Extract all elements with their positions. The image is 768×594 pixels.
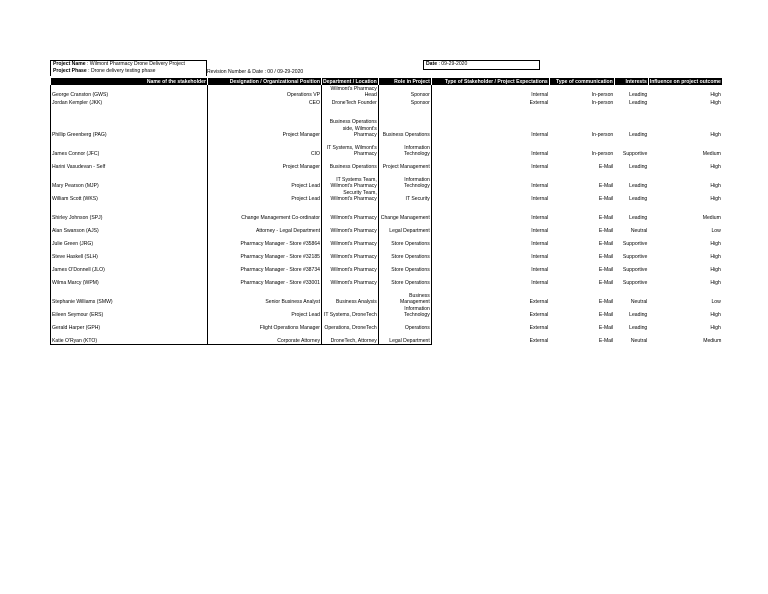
interest-level-cell: Leading	[629, 163, 648, 170]
stakeholder-name-cell: Alan Swanson (AJS)	[51, 221, 208, 234]
role-in-project-cell: Change Management	[378, 202, 431, 221]
stakeholder-name-cell: Shirley Johnson (SPJ)	[51, 202, 208, 221]
role-in-project-cell: Business Management	[378, 286, 431, 305]
date-value: : 09-29-2020	[437, 61, 468, 67]
interest-level-cell: Leading	[629, 91, 648, 98]
stakeholder-type-cell: Internal	[531, 163, 549, 170]
stakeholder-type-cell: Internal	[531, 266, 549, 273]
department-location-cell: Wilmont's Pharmacy	[322, 202, 379, 221]
stakeholder-name-cell: Julie Green (JRG)	[51, 234, 208, 247]
stakeholder-type-cell: External	[529, 311, 549, 318]
designation-cell: Project Lead	[208, 170, 322, 189]
department-location-cell: Wilmont's Pharmacy	[322, 247, 379, 260]
influence-level-cell: High	[710, 324, 721, 331]
table-row	[51, 157, 723, 170]
communication-type-cell: E-Mail	[598, 227, 614, 234]
column-header-interests: Interests	[614, 78, 648, 85]
table-row	[51, 305, 723, 318]
designation-cell: CEO	[208, 98, 322, 106]
communication-type-cell: E-Mail	[598, 253, 614, 260]
designation-cell: Project Manager	[208, 106, 322, 138]
interest-level-cell: Supportive	[622, 240, 648, 247]
communication-type-cell: E-Mail	[598, 279, 614, 286]
designation-cell: Project Lead	[208, 305, 322, 318]
role-in-project-cell: Store Operations	[378, 273, 431, 286]
influence-level-cell: High	[710, 131, 721, 138]
communication-type-cell: E-Mail	[598, 214, 614, 221]
interest-level-cell: Leading	[629, 131, 648, 138]
interest-level-cell: Leading	[629, 195, 648, 202]
communication-type-cell: E-Mail	[598, 324, 614, 331]
department-location-cell: Wilmont's Pharmacy	[322, 273, 379, 286]
communication-type-cell: In-person	[591, 99, 614, 106]
department-location-cell: DroneTech Founder	[322, 98, 379, 106]
column-header-type: Type of Stakeholder / Project Expectations	[431, 78, 549, 85]
designation-cell: Attorney - Legal Department	[208, 221, 322, 234]
stakeholder-name-cell: Katie O'Ryan (KTO)	[51, 331, 208, 345]
column-header-communication: Type of communication	[549, 78, 614, 85]
stakeholder-name-cell: James Connor (JFC)	[51, 138, 208, 157]
influence-level-cell: High	[710, 311, 721, 318]
stakeholder-type-cell: External	[529, 298, 549, 305]
department-location-cell: IT Systems, Wilmont's Pharmacy	[322, 138, 379, 157]
interest-level-cell: Leading	[629, 324, 648, 331]
column-header-role: Role in Project	[378, 78, 431, 85]
stakeholder-name-cell: Phillip Greenberg (PAG)	[51, 106, 208, 138]
designation-cell: Project Lead	[208, 189, 322, 202]
table-row	[51, 221, 723, 234]
stakeholder-name-cell: Jordan Kempler (JKK)	[51, 98, 208, 106]
stakeholder-type-cell: Internal	[531, 227, 549, 234]
project-name-value: : Wilmont Pharmacy Drone Delivery Project	[85, 61, 185, 67]
department-location-cell: Wilmont's Pharmacy	[322, 221, 379, 234]
stakeholder-type-cell: Internal	[531, 279, 549, 286]
role-in-project-cell: Information Technology	[378, 170, 431, 189]
interest-level-cell: Leading	[629, 311, 648, 318]
role-in-project-cell: Store Operations	[378, 234, 431, 247]
role-in-project-cell: IT Security	[378, 189, 431, 202]
influence-level-cell: Medium	[702, 150, 721, 157]
column-header-influence: Influence on project outcome	[649, 78, 721, 85]
revision-number-date: Revision Number & Date : 00 / 09-29-2020	[207, 69, 304, 75]
table-row	[51, 331, 723, 345]
influence-level-cell: High	[710, 99, 721, 106]
stakeholder-name-cell: George Cranston (GWS)	[51, 85, 208, 98]
stakeholder-type-cell: Internal	[531, 182, 549, 189]
interest-level-cell: Leading	[629, 99, 648, 106]
stakeholder-type-cell: External	[529, 99, 549, 106]
interest-level-cell: Supportive	[622, 279, 648, 286]
table-row	[51, 202, 723, 221]
interest-level-cell: Supportive	[622, 150, 648, 157]
interest-level-cell: Neutral	[630, 338, 648, 345]
influence-level-cell: Medium	[702, 214, 721, 221]
table-row	[51, 273, 723, 286]
table-row	[51, 286, 723, 305]
table-row	[51, 85, 723, 98]
communication-type-cell: E-Mail	[598, 195, 614, 202]
designation-cell: Pharmacy Manager - Store #33001	[208, 273, 322, 286]
stakeholder-name-cell: Harini Vasudevan - Self	[51, 157, 208, 170]
role-in-project-cell: Information Technology	[378, 305, 431, 318]
table-row	[51, 170, 723, 189]
column-header-department: Department / Location	[323, 78, 377, 85]
role-in-project-cell: Business Operations	[378, 106, 431, 138]
influence-level-cell: High	[710, 91, 721, 98]
table-row	[51, 247, 723, 260]
table-row	[51, 189, 723, 202]
stakeholder-name-cell: James O'Donnell (JLO)	[51, 260, 208, 273]
stakeholder-type-cell: Internal	[531, 214, 549, 221]
influence-level-cell: High	[710, 253, 721, 260]
table-row	[51, 98, 723, 106]
communication-type-cell: E-Mail	[598, 163, 614, 170]
communication-type-cell: E-Mail	[598, 311, 614, 318]
influence-level-cell: High	[710, 163, 721, 170]
interest-level-cell: Neutral	[630, 298, 648, 305]
influence-level-cell: Low	[711, 227, 721, 234]
influence-level-cell: High	[710, 195, 721, 202]
communication-type-cell: E-Mail	[598, 266, 614, 273]
department-location-cell: Wilmont's Pharmacy Head	[322, 85, 379, 98]
project-name-cell	[50, 60, 207, 68]
communication-type-cell: E-Mail	[598, 182, 614, 189]
date-cell	[423, 60, 540, 70]
role-in-project-cell: Store Operations	[378, 247, 431, 260]
stakeholder-name-cell: Wilma Marcy (WPM)	[51, 273, 208, 286]
role-in-project-cell: Project Management	[378, 157, 431, 170]
designation-cell: Pharmacy Manager - Store #35864	[208, 234, 322, 247]
communication-type-cell: In-person	[591, 150, 614, 157]
stakeholder-type-cell: Internal	[531, 131, 549, 138]
project-phase-cell	[50, 68, 207, 76]
designation-cell: Flight Operations Manager	[208, 318, 322, 331]
stakeholder-name-cell: Mary Pearson (MJP)	[51, 170, 208, 189]
role-in-project-cell: Information Technology	[378, 138, 431, 157]
influence-level-cell: Medium	[703, 338, 722, 345]
table-row	[51, 318, 723, 331]
influence-level-cell: High	[710, 182, 721, 189]
role-in-project-cell: Store Operations	[378, 260, 431, 273]
role-in-project-cell: Sponsor	[378, 98, 431, 106]
influence-level-cell: Low	[711, 298, 721, 305]
department-location-cell: Wilmont's Pharmacy	[322, 260, 379, 273]
project-phase-value: : Drone delivery testing phase	[86, 68, 156, 74]
interest-level-cell: Supportive	[622, 266, 648, 273]
stakeholder-name-cell: Stephanie Williams (SMW)	[51, 286, 208, 305]
table-row	[51, 138, 723, 157]
communication-type-cell: E-Mail	[598, 338, 614, 345]
stakeholder-name-cell: Steve Haskell (SLH)	[51, 247, 208, 260]
role-in-project-cell: Legal Department	[378, 221, 431, 234]
role-in-project-cell: Legal Department	[378, 331, 431, 345]
designation-cell: CIO	[208, 138, 322, 157]
department-location-cell: Business Operations side, Wilmont's Pharmacy	[322, 106, 379, 138]
column-header-name: Name of the stakeholder	[51, 78, 208, 85]
influence-level-cell: High	[710, 266, 721, 273]
designation-cell: Pharmacy Manager - Store #32185	[208, 247, 322, 260]
stakeholder-type-cell: External	[529, 338, 549, 345]
department-location-cell: Security Team, Wilmont's Pharmacy	[322, 189, 379, 202]
designation-cell: Project Manager	[208, 157, 322, 170]
project-phase-label: Project Phase	[53, 68, 87, 74]
communication-type-cell: In-person	[591, 91, 614, 98]
stakeholder-name-cell: Gerald Harper (GPH)	[51, 318, 208, 331]
column-header-designation: Designation / Organizational Position	[208, 78, 322, 85]
department-location-cell: DroneTech, Attorney	[322, 331, 379, 345]
date-label: Date	[426, 61, 438, 67]
table-row	[51, 234, 723, 247]
table-row	[51, 260, 723, 273]
stakeholder-type-cell: Internal	[531, 91, 549, 98]
influence-level-cell: High	[710, 279, 721, 286]
communication-type-cell: E-Mail	[598, 240, 614, 247]
role-in-project-cell: Sponsor	[378, 85, 431, 98]
stakeholder-name-cell: William Scott (WKS)	[51, 189, 208, 202]
designation-cell: Corporate Attorney	[208, 331, 322, 345]
communication-type-cell: E-Mail	[598, 298, 614, 305]
designation-cell: Senior Business Analyst	[208, 286, 322, 305]
department-location-cell: Wilmont's Pharmacy	[322, 234, 379, 247]
table-row	[51, 106, 723, 138]
interest-level-cell: Supportive	[622, 253, 648, 260]
interest-level-cell: Leading	[629, 182, 648, 189]
department-location-cell: IT Systems Team, Wilmont's Pharmacy	[322, 170, 379, 189]
designation-cell: Operations VP	[208, 85, 322, 98]
stakeholder-type-cell: Internal	[531, 240, 549, 247]
stakeholder-type-cell: Internal	[531, 195, 549, 202]
influence-level-cell: High	[710, 240, 721, 247]
stakeholder-table	[50, 78, 723, 345]
stakeholder-type-cell: Internal	[531, 150, 549, 157]
stakeholder-type-cell: Internal	[531, 253, 549, 260]
department-location-cell: Business Analysis	[322, 286, 379, 305]
designation-cell: Change Management Co-ordinator	[208, 202, 322, 221]
project-name-label: Project Name	[53, 61, 86, 67]
interest-level-cell: Leading	[629, 214, 648, 221]
designation-cell: Pharmacy Manager - Store #38734	[208, 260, 322, 273]
department-location-cell: Operations, DroneTech	[322, 318, 379, 331]
table-header-row	[51, 78, 723, 85]
stakeholder-type-cell: External	[529, 324, 549, 331]
department-location-cell: IT Systems, DroneTech	[322, 305, 379, 318]
communication-type-cell: In-person	[591, 131, 614, 138]
stakeholder-name-cell: Eileen Seymour (ERS)	[51, 305, 208, 318]
role-in-project-cell: Operations	[378, 318, 431, 331]
department-location-cell: Business Operations	[322, 157, 379, 170]
interest-level-cell: Neutral	[630, 227, 648, 234]
